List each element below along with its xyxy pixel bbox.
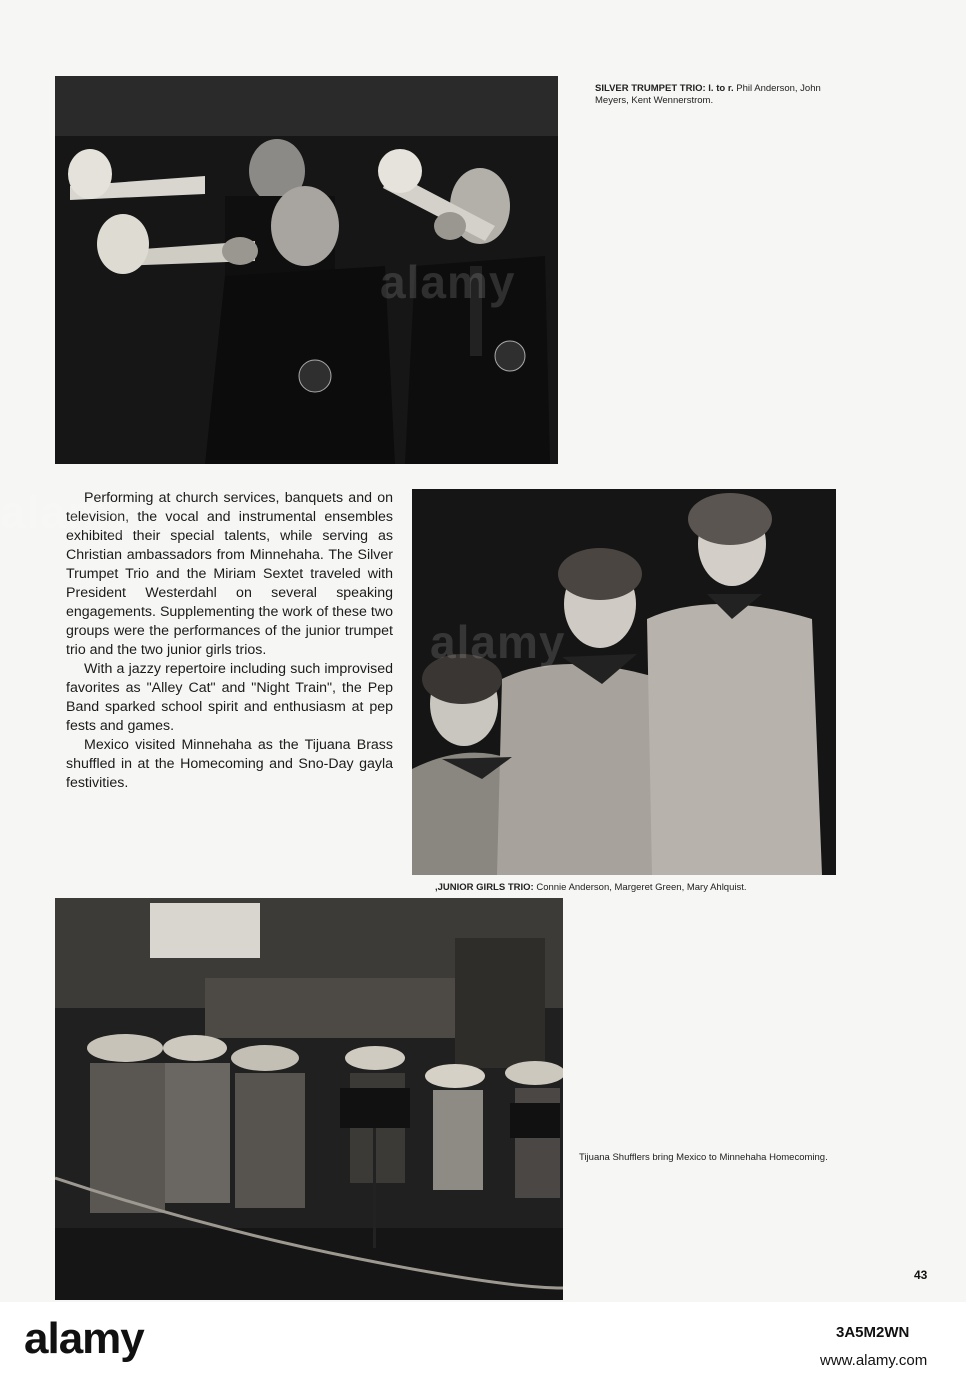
girls-caption-names: Connie Anderson, Margeret Green, Mary Ahlquist. — [533, 882, 747, 893]
girls-caption-title: ,JUNIOR GIRLS TRIO: — [435, 882, 534, 893]
trumpet-trio-photo — [55, 76, 558, 464]
tijuana-shufflers-photo — [55, 898, 563, 1300]
footer-url: www.alamy.com — [820, 1352, 928, 1369]
trumpet-trio-caption — [595, 83, 845, 107]
trumpet-caption-title: SILVER TRUMPET TRIO: l. to r. — [595, 83, 734, 94]
watermark: alamy — [0, 486, 136, 538]
stock-footer — [0, 1302, 966, 1390]
trumpet-caption-names: Phil Anderson, John Meyers, Kent Wennerstrom. — [595, 83, 821, 106]
article-paragraph-1: Performing at church services, banquets and on television, the vocal and instrumental ensembles exhibited their special talents, while serving as Christian ambassadors from Minnehaha. The Silver Trumpet Trio and the Miriam Sextet traveled with President Westerdahl on several speaking engagements. Supplementing the work of these two groups were the performances of the junior trumpet trio and the two junior girls trios. — [66, 490, 393, 658]
girls-trio-caption — [435, 882, 855, 894]
alamy-logo: alamy — [24, 1314, 144, 1363]
image-id: 3A5M2WN — [836, 1324, 910, 1341]
page-number: 43 — [914, 1268, 928, 1282]
tijuana-shufflers-caption: Tijuana Shufflers bring Mexico to Minnehaha Homecoming. — [579, 1152, 828, 1163]
article-paragraph-3: Mexico visited Minnehaha as the Tijuana Brass shuffled in at the Homecoming and Sno-Day gayla festivities. — [66, 737, 393, 791]
article-paragraph-2: With a jazzy repertoire including such improvised favorites as "Alley Cat" and "Night Train", the Pep Band sparked school spirit and enthusiasm at pep fests and games. — [66, 661, 393, 734]
article-body — [66, 489, 393, 793]
girls-trio-photo — [412, 489, 836, 875]
